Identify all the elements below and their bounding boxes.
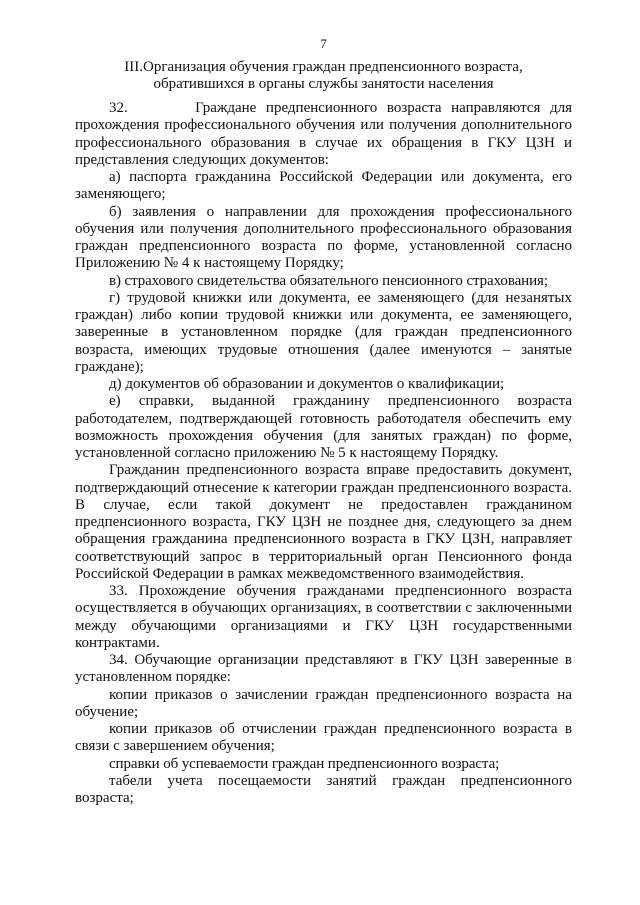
paragraph-expulsion-orders: копии приказов об отчислении граждан предпенсионного возраста в связи с завершением обучения;	[75, 721, 572, 755]
paragraph-attendance-sheets: табели учета посещаемости занятий граждан предпенсионного возраста;	[75, 772, 572, 806]
paragraph-item-v: в) страхового свидетельства обязательного пенсионного страхования;	[109, 272, 548, 289]
paragraph-33: 33. Прохождение обучения гражданами предпенсионного возраста осуществляется в обучающих организациях, в соответствии с заключенными между обучающими организациями и ГКУ ЦЗН государственными контрактами.	[75, 583, 572, 651]
paragraph-item-b: б) заявления о направлении для прохождения профессионального обучения или получения дополнительного профессионального образования граждан предпенсионного возраста по форме, установленной согласно Приложению № 4 к настоящему Порядку;	[75, 203, 572, 272]
paragraph-pension-request: Гражданин предпенсионного возраста вправе предоставить документ, подтверждающий отнесение к категории граждан предпенсионного возраста. В случае, если такой документ не предоставлен гражданином предпенсионного возраста, ГКУ ЦЗН не позднее дня, следующего за днем обращения гражданина предпенсионного возраста в ГКУ ЦЗН, направляет соответствующий запрос в территориальный орган Пенсионного фонда Российской Федерации в рамках межведомственного взаимодействия.	[75, 462, 572, 582]
section-title-line-1: III.Организация обучения граждан предпенсионного возраста,	[124, 59, 523, 75]
paragraph-32: 32. Граждане предпенсионного возраста направляются для прохождения профессионального обучения или получения дополнительного профессионального образования в случае их обращения в ГКУ ЦЗН и представления следующих документов:	[75, 100, 572, 168]
page-number: 7	[320, 36, 327, 51]
paragraph-34: 34. Обучающие организации представляют в ГКУ ЦЗН заверенные в установленном порядке:	[75, 652, 572, 686]
paragraph-item-a: а) паспорта гражданина Российской Федерации или документа, его заменяющего;	[75, 169, 572, 203]
section-title	[75, 59, 572, 92]
paragraph-item-g: г) трудовой книжки или документа, ее заменяющего (для незанятых граждан) либо копии трудовой книжки или документа, ее заменяющего, заверенные в установленном порядке (для граждан предпенсионного возраста, имеющих трудовые отношения (далее именуются – занятые граждане);	[75, 289, 572, 375]
paragraph-enrollment-orders: копии приказов о зачислении граждан предпенсионного возраста на обучение;	[75, 686, 572, 720]
paragraph-progress-certificates: справки об успеваемости граждан предпенсионного возраста;	[109, 755, 500, 772]
paragraph-item-e: е) справки, выданной гражданину предпенсионного возраста работодателем, подтверждающей готовность работодателя обеспечить ему возможность прохождения обучения (для занятых граждан) по форме, установленной согласно приложению № 5 к настоящему Порядку.	[75, 393, 572, 461]
paragraph-item-d: д) документов об образовании и документов о квалификации;	[109, 376, 505, 392]
document-page	[75, 0, 572, 905]
document-body	[75, 100, 572, 807]
section-title-line-2: обратившихся в органы службы занятости населения	[153, 75, 494, 92]
